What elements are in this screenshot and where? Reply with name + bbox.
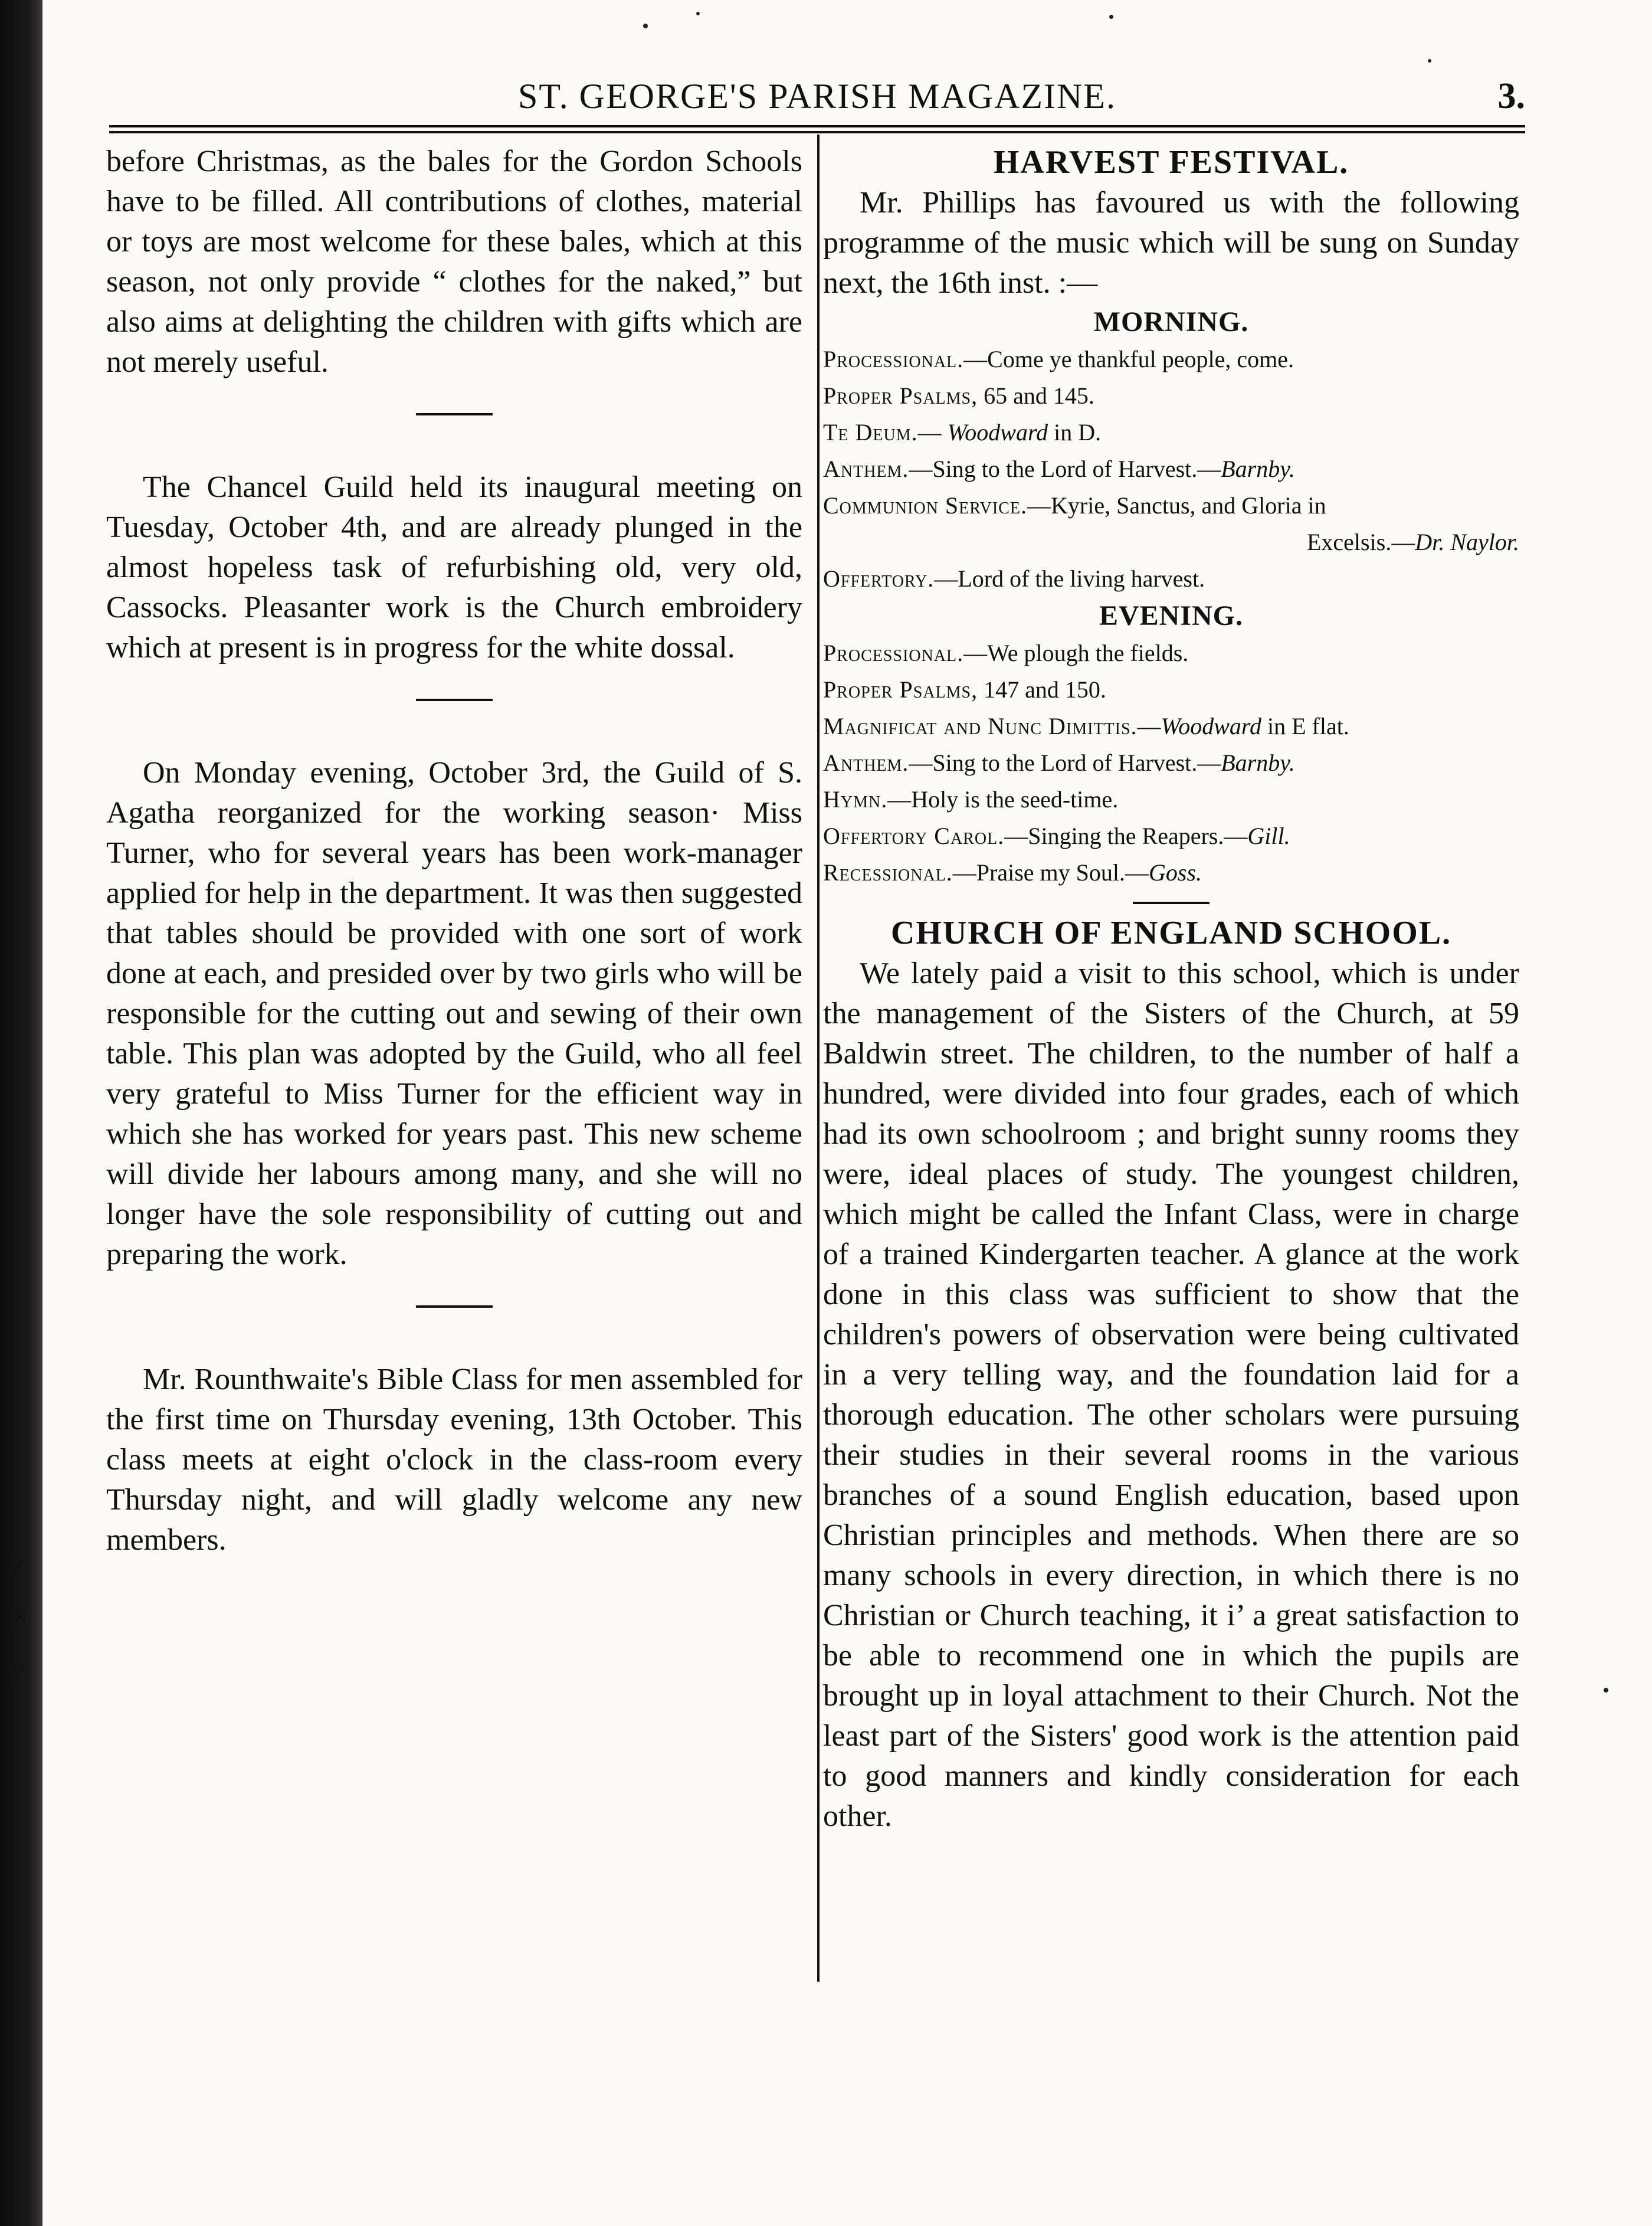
magazine-title: ST. GEORGE'S PARISH MAGAZINE.	[518, 77, 1116, 116]
margin-fragment: y	[11, 1546, 25, 1576]
item-label: Offertory Carol.	[823, 823, 1005, 849]
item-composer: Dr. Naylor.	[1415, 529, 1519, 555]
programme-item	[823, 414, 1519, 451]
item-composer: Goss.	[1149, 859, 1202, 886]
header-rule	[109, 125, 1525, 133]
item-text: —Sing to the Lord of Harvest.—	[909, 749, 1221, 776]
item-text: —Kyrie, Sanctus, and Gloria in	[1027, 492, 1326, 519]
programme-item	[823, 635, 1519, 672]
item-composer: Barnby.	[1221, 456, 1295, 482]
column-divider	[817, 135, 820, 1982]
item-composer: Woodward	[1161, 713, 1261, 739]
evening-heading: EVENING.	[1099, 600, 1244, 631]
item-label: Magnificat and Nunc Dimittis.	[823, 713, 1138, 739]
section-separator	[416, 1305, 493, 1308]
item-composer: Gill.	[1247, 823, 1290, 849]
item-label: Proper Psalms,	[823, 676, 978, 703]
item-text: —Singing the Reapers.—	[1004, 823, 1248, 849]
item-label: Proper Psalms,	[823, 382, 978, 409]
item-text: —Holy is the seed-time.	[887, 786, 1119, 813]
page-number: 3.	[1497, 76, 1525, 116]
scan-speck	[643, 24, 648, 28]
programme-item	[823, 672, 1519, 708]
guild-of-s-agatha-paragraph: On Monday evening, October 3rd, the Guild of S. Agatha reorganized for the working season· Miss Turner, who for several years has been work-manager applied for help in the department. It was then suggested that tables should be provided with one sort of work done at each, and presided over by two girls who will be responsible for the cutting out and sewing of their own table. This plan was adopted by the Guild, who all feel very grateful to Miss Turner for the efficient way in which she has worked for years past. This new scheme will divide her labours among many, and she will no longer have the sole responsibility of cutting out and preparing the work.	[106, 756, 802, 1271]
item-label: Recessional.	[823, 859, 953, 886]
item-text: Excelsis.—	[1306, 529, 1415, 555]
morning-programme	[823, 341, 1519, 597]
gordon-schools-paragraph: before Christmas, as the bales for the Gordon Schools have to be filled. All contributions of clothes, material or toys are most welcome for these bales, which at this season, not only provide “ clothes for the naked,” but also aims at delighting the children with gifts which are not merely useful.	[106, 145, 802, 379]
item-tail: in E flat.	[1261, 713, 1349, 739]
item-text: 65 and 145.	[978, 382, 1094, 409]
programme-item	[823, 818, 1519, 855]
item-label: Communion Service.	[823, 492, 1028, 519]
item-composer: Barnby.	[1221, 749, 1295, 776]
item-text: —	[1137, 713, 1161, 739]
programme-item	[823, 487, 1519, 524]
programme-item	[823, 855, 1519, 891]
item-label: Processional.	[823, 640, 964, 666]
programme-item	[823, 561, 1519, 597]
scan-speck	[1428, 59, 1431, 63]
harvest-intro: Mr. Phillips has favoured us with the following programme of the music which will be sung on Sunday next, the 16th inst. :—	[823, 186, 1519, 300]
item-label: Te Deum.	[823, 419, 918, 446]
section-separator	[1133, 902, 1210, 904]
item-label: Processional.	[823, 346, 964, 372]
harvest-festival-heading: HARVEST FESTIVAL.	[993, 144, 1349, 181]
church-of-england-school-heading: CHURCH OF ENGLAND SCHOOL.	[890, 915, 1452, 951]
programme-item	[823, 781, 1519, 818]
margin-fragments	[0, 1534, 35, 1697]
item-text: 147 and 150.	[978, 676, 1106, 703]
item-text: —	[917, 419, 948, 446]
item-text: —We plough the fields.	[963, 640, 1189, 666]
item-text: —Come ye thankful people, come.	[963, 346, 1294, 372]
bible-class-paragraph: Mr. Rounthwaite's Bible Class for men assembled for the first time on Thursday evening, 13th October. This class meets at eight o'clock in the class-room every Thursday night, and will gladly welcome any new members.	[106, 1363, 802, 1557]
section-separator	[416, 413, 493, 415]
scan-speck	[1604, 1688, 1608, 1693]
item-label: Anthem.	[823, 456, 909, 482]
section-separator	[416, 699, 493, 701]
morning-heading: MORNING.	[1093, 306, 1249, 338]
programme-item	[823, 708, 1519, 745]
chancel-guild-paragraph: The Chancel Guild held its inaugural meeting on Tuesday, October 4th, and are already plunged in the almost hopeless task of refurbishing old, very old, Cassocks. Pleasanter work is the Church embroidery which at present is in progress for the white dossal.	[106, 470, 802, 664]
binding-spine	[0, 0, 42, 2226]
margin-fragment: y	[11, 1655, 25, 1685]
item-text: —Lord of the living harvest.	[934, 565, 1205, 592]
programme-item	[823, 378, 1519, 414]
item-tail: in D.	[1048, 419, 1102, 446]
item-text: —Sing to the Lord of Harvest.—	[909, 456, 1221, 482]
programme-item	[823, 451, 1519, 487]
item-composer: Woodward	[947, 419, 1048, 446]
evening-programme	[823, 635, 1519, 891]
item-text: —Praise my Soul.—	[952, 859, 1149, 886]
school-paragraph: We lately paid a visit to this school, which is under the management of the Sisters of the Church, at 59 Baldwin street. The children, to the number of half a hundred, were divided into four grades, each of which had its own schoolroom ; and bright sunny rooms they were, ideal places of study. The youngest children, which might be called the Infant Class, were in charge of a trained Kindergarten teacher. A glance at the work done in this class was sufficient to show that the children's powers of observation were being cultivated in a very telling way, and the foundation laid for a thorough education. The other scholars were pursuing their studies in their several rooms in the various branches of a sound English education, based upon Christian principles and methods. When there are so many schools in every direction, in which there is no Christian or Church teaching, it i’ a great satisfaction to be able to recommend one in which the pupils are brought up in loyal attachment to their Church. Not the least part of the Sisters' good work is the attention paid to good manners and kindly consideration for each other.	[823, 957, 1519, 1833]
programme-item	[823, 341, 1519, 378]
scan-speck	[1109, 15, 1113, 19]
margin-fragment: is	[8, 1600, 27, 1631]
page-header	[109, 70, 1525, 123]
scan-speck	[696, 12, 700, 15]
left-column	[106, 142, 802, 1560]
programme-item-continuation	[823, 524, 1519, 561]
right-column	[823, 142, 1519, 1837]
item-label: Offertory.	[823, 565, 935, 592]
programme-item	[823, 745, 1519, 781]
item-label: Anthem.	[823, 749, 909, 776]
item-label: Hymn.	[823, 786, 888, 813]
